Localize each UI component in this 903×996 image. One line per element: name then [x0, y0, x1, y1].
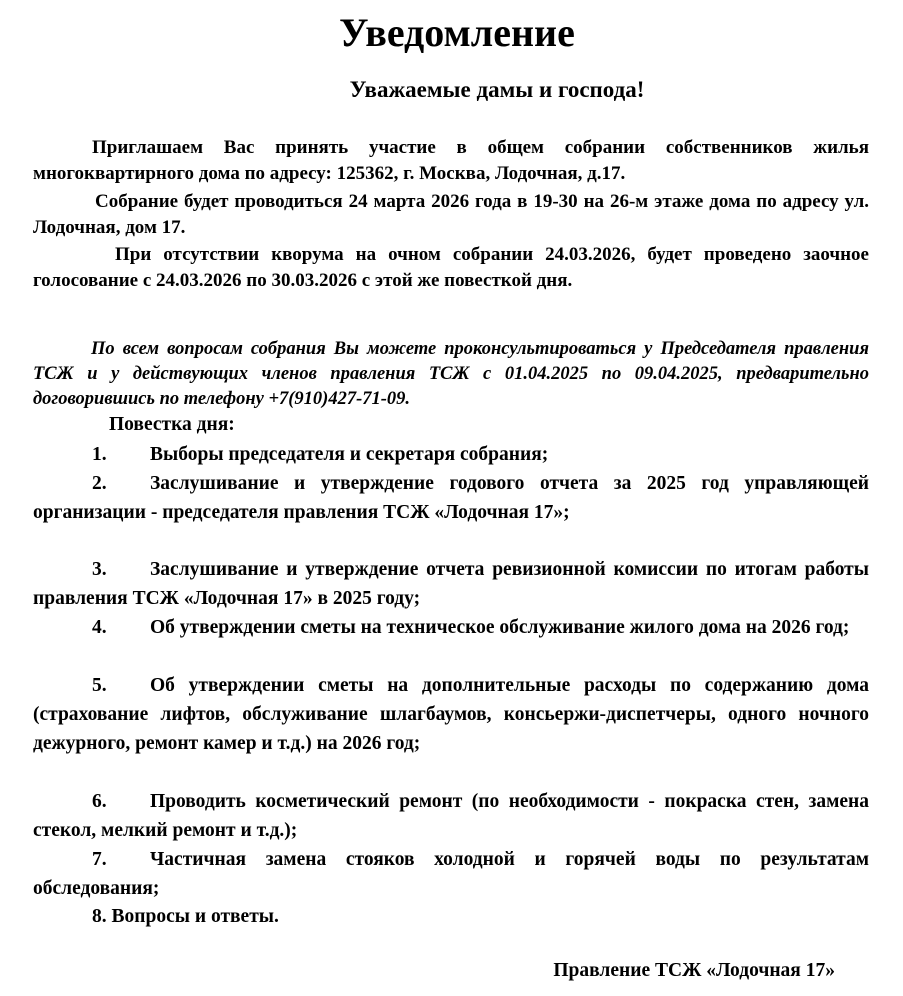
- agenda-item-number: 2.: [92, 473, 107, 494]
- agenda-item-text: Об утверждении сметы на техническое обслуживание жилого дома на 2026 год;: [150, 617, 850, 638]
- agenda-item: [33, 469, 869, 527]
- agenda-item-number: 5.: [92, 675, 107, 696]
- agenda-item-number: 8.: [92, 906, 107, 927]
- agenda-item-number: 1.: [92, 444, 107, 465]
- agenda-item: [33, 902, 869, 931]
- agenda-heading: Повестка дня:: [109, 414, 235, 435]
- agenda-item-text: Заслушивание и утверждение годового отчета за 2025 год управляющей организации - председателя правления ТСЖ «Лодочная 17»;: [33, 473, 869, 523]
- agenda-item-text: Вопросы и ответы.: [111, 906, 279, 927]
- consultation-paragraph: По всем вопросам собрания Вы можете проконсультироваться у Председателя правления ТСЖ и у действующих членов правления ТСЖ с 01.04.2025 по 09.04.2025, предварительно договорившись по телефону +7(910)427-71-09.: [33, 338, 869, 409]
- agenda-item: [33, 671, 869, 758]
- agenda-item-number: 7.: [92, 849, 107, 870]
- agenda-item-text: Частичная замена стояков холодной и горячей воды по результатам обследования;: [33, 849, 869, 899]
- agenda-item: [33, 845, 869, 903]
- signature: Правление ТСЖ «Лодочная 17»: [553, 960, 835, 981]
- agenda-item: [33, 440, 869, 469]
- agenda-item: [33, 555, 869, 613]
- invitation-paragraph: Приглашаем Вас принять участие в общем собрании собственников жилья многоквартирного дома по адресу: 125362, г. Москва, Лодочная, д.17.: [33, 137, 869, 184]
- agenda-item-text: Заслушивание и утверждение отчета ревизионной комиссии по итогам работы правления ТСЖ «Лодочная 17» в 2025 году;: [33, 559, 869, 609]
- agenda-item: [33, 613, 869, 642]
- agenda-item: [33, 787, 869, 845]
- agenda-item-text: Об утверждении сметы на дополнительные расходы по содержанию дома (страхование лифтов, обслуживание шлагбаумов, консьержи-диспетчеры, одного ночного дежурного, ремонт камер и т.д.) на 2026 год;: [33, 675, 869, 754]
- notice-title: Уведомление: [339, 10, 575, 55]
- agenda-item-text: Проводить косметический ремонт (по необходимости - покраска стен, замена стекол, мелкий ремонт и т.д.);: [33, 791, 869, 841]
- meeting-paragraph: Собрание будет проводиться 24 марта 2026 года в 19-30 на 26-м этаже дома по адресу ул. Лодочная, дом 17.: [33, 191, 869, 238]
- agenda-item-text: Выборы председателя и секретаря собрания;: [150, 444, 549, 465]
- quorum-paragraph: При отсутствии кворума на очном собрании 24.03.2026, будет проведено заочное голосование с 24.03.2026 по 30.03.2026 с этой же повесткой дня.: [33, 244, 869, 291]
- agenda-item-number: 4.: [92, 617, 107, 638]
- agenda-item-number: 6.: [92, 791, 107, 812]
- agenda-item-number: 3.: [92, 559, 107, 580]
- greeting: Уважаемые дамы и господа!: [349, 77, 645, 102]
